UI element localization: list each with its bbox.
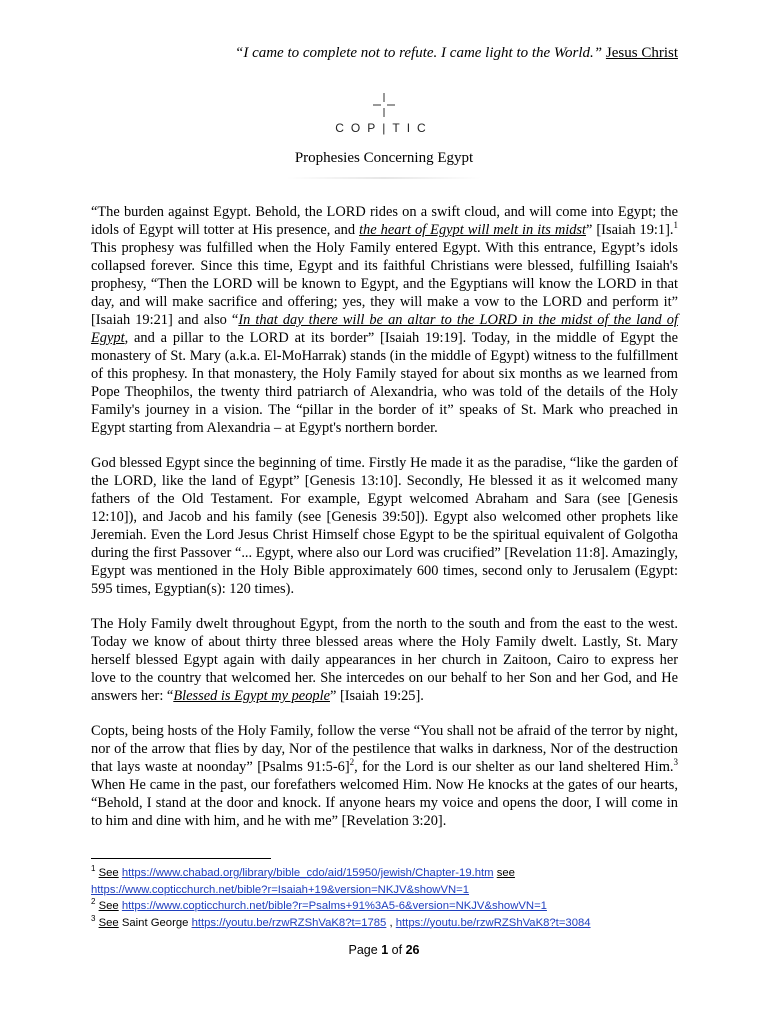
document-body	[91, 203, 678, 847]
total-pages: 26	[405, 943, 420, 957]
title-divider	[287, 177, 481, 179]
paragraph-1	[91, 203, 678, 437]
footnote-number: 3	[91, 913, 96, 923]
page-of: of	[391, 943, 403, 957]
emphasis-quote: the heart of Egypt will melt in its midst	[359, 222, 587, 238]
text-run: , for the Lord is our shelter as our land sheltered Him.	[354, 759, 674, 775]
footnotes	[91, 865, 711, 931]
text-run: This prophesy was fulfilled when the Holy Family entered Egypt. With this entrance, Egypt’s idols collapsed forever. Since this time, Egypt and its faithful Christians were blessed, fulfilling Isaiah's prophesy, “Then the LORD will be known to Egypt, and the Egyptians will know the LORD in that day, and will make sacrifice and offering; yes, they will make a vow to the LORD and perform it” [Isaiah 19:21] and also “	[91, 240, 678, 328]
logo-word: COP|TIC	[335, 121, 433, 135]
footnote-1	[91, 865, 711, 882]
text-run: ” [Isaiah 19:1].	[586, 222, 674, 238]
footnote-see: see	[496, 867, 515, 879]
text-run: When He came in the past, our forefathers welcomed Him. Now He knocks at the gates of our hearts, “Behold, I stand at the door and knock. If anyone hears my voice and opens the door, I will come in to him and dine with him, and he with me” [Revelation 3:20].	[91, 777, 678, 829]
paragraph-3	[91, 615, 678, 705]
footnote-2	[91, 898, 711, 915]
text-run: Copts, being hosts of the Holy Family, follow the verse “You shall not be afraid of the terror by night, nor of the arrow that flies by day, Nor of the pestilence that walks in darkness, Nor of the destruction that lays waste at noonday” [Psalms 91:5-6]	[91, 723, 678, 775]
paragraph-2: God blessed Egypt since the beginning of time. Firstly He made it as the paradise, “like the garden of the LORD, like the land of Egypt” [Genesis 13:10]. Secondly, He blessed it as it welcomed many fathers of the Old Testament. For example, Egypt welcomed Abraham and Sara (see [Genesis 12:10]), and Jacob and his family (see [Genesis 39:50]). Egypt also welcomed other prophets like Jeremiah. Even the Lord Jesus Christ Himself chose Egypt to be the spiritual equivalent of Golgotha during the first Passover “... Egypt, where also our Lord was crucified” [Revelation 11:8]. Amazingly, Egypt was mentioned in the Holy Bible approximately 600 times, second only to Jerusalem (Egypt: 595 times, Egyptian(s): 120 times).	[91, 455, 678, 597]
text-run: ” [Isaiah 19:25].	[329, 688, 424, 704]
footnote-link[interactable]: https://youtu.be/rzwRZShVaK8?t=1785	[191, 916, 387, 929]
footnote-ref-2[interactable]: 2	[349, 757, 355, 768]
emphasis-quote: Blessed is Egypt my people	[173, 688, 330, 704]
text-run: , and a pillar to the LORD at its border” [Isaiah 19:19]. Today, in the middle of Egypt the monastery of St. Mary (a.k.a. El-MoHarrak) stands (in the middle of Egypt) witness to the fulfillment of this prophesy. In that monastery, the Holy Family stayed for about six months as we learned from Pope Theophilos, the twenty third patriarch of Alexandria, who was told of the details of the Holy Family's journey in a vision. The “pillar in the border of it” speaks of St. Mark who preached in Egypt starting from Alexandria – at Egypt's northern border.	[91, 330, 678, 436]
coptic-logo	[0, 92, 768, 135]
footnote-see: See	[98, 916, 119, 929]
footnote-number: 1	[91, 864, 96, 874]
page-label: Page	[348, 943, 378, 957]
footnote-ref-3[interactable]: 3	[673, 757, 678, 768]
footnote-separator	[91, 858, 271, 859]
footnote-ref-1[interactable]: 1	[673, 220, 678, 231]
page-title: Prophesies Concerning Egypt	[294, 150, 474, 166]
footnote-link[interactable]: https://www.copticchurch.net/bible?r=Isaiah+19&version=NKJV&showVN=1	[91, 883, 470, 896]
epigraph	[235, 45, 678, 62]
footnote-separator-comma: ,	[389, 916, 393, 929]
epigraph-attribution: Jesus Christ	[605, 45, 678, 61]
paragraph-4	[91, 722, 678, 830]
footnote-1-continued	[91, 882, 711, 899]
footnote-link[interactable]: https://www.copticchurch.net/bible?r=Psalms+91%3A5-6&version=NKJV&showVN=1	[121, 900, 547, 912]
current-page: 1	[381, 943, 389, 957]
epigraph-quote: “I came to complete not to refute. I came light to the World.”	[234, 45, 603, 61]
footnote-see: See	[98, 867, 119, 879]
footnote-3	[91, 915, 711, 932]
text-run: “The burden against Egypt. Behold, the LORD rides on a swift cloud, and will come into Egypt; the idols of Egypt will totter at His presence, and	[91, 204, 678, 238]
footnote-text: Saint George	[121, 916, 189, 929]
emphasis-quote: In that day there will be an altar to the LORD in the midst of the land of Egypt	[91, 312, 678, 346]
text-run: The Holy Family dwelt throughout Egypt, from the north to the south and from the east to the west. Today we know of about thirty three blessed areas where the Holy Family dwelt. Lastly, St. Mary herself blessed Egypt again with daily appearances in her church in Zaitoon, Cairo to express her love to the country that welcomed her. She intercedes on our behalf to her Son and her God, and He answers her: “	[91, 616, 678, 704]
footnote-link[interactable]: https://youtu.be/rzwRZShVaK8?t=3084	[395, 916, 591, 929]
footnote-number: 2	[91, 897, 96, 907]
page-number	[0, 943, 768, 957]
footnote-see: See	[98, 900, 119, 912]
coptic-cross-icon	[371, 92, 397, 118]
footnote-link[interactable]: https://www.chabad.org/library/bible_cdo/aid/15950/jewish/Chapter-19.htm	[121, 867, 494, 879]
